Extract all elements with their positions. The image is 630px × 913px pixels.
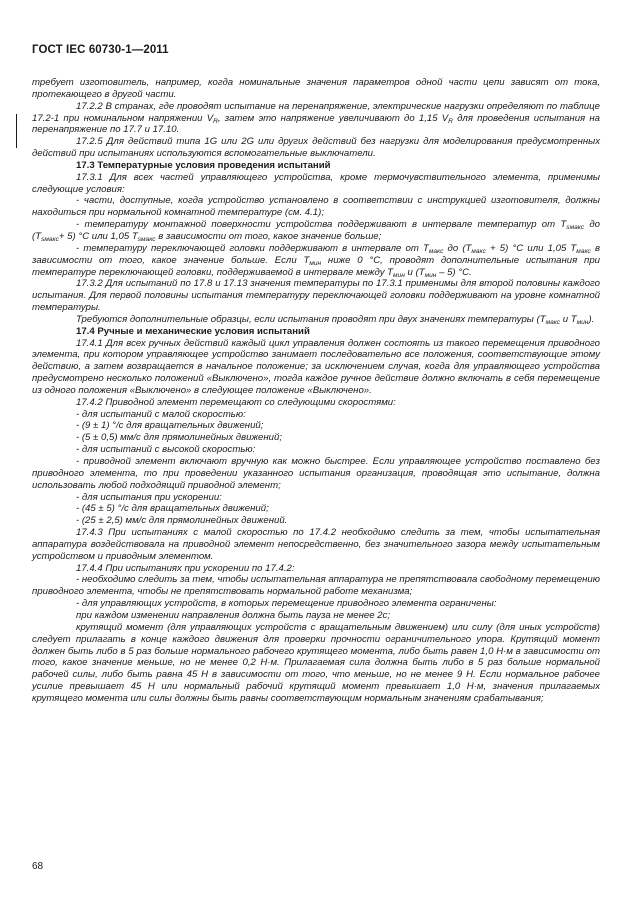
paragraph: - для управляющих устройств, в которых перемещение приводного элемента ограничены:	[76, 598, 497, 610]
document-body	[32, 77, 600, 705]
section-heading: 17.3 Температурные условия проведения испытаний	[76, 159, 331, 171]
paragraph: 17.3.1 Для всех частей управляющего устройства, кроме термочувствительного элемента, применимы следующие условия:	[32, 171, 600, 195]
paragraph: 17.4.2 Приводной элемент перемещают со следующими скоростями:	[76, 396, 396, 408]
paragraph: 17.4.3 При испытаниях с малой скоростью по 17.4.2 необходимо следить за тем, чтобы испытательная аппаратура воздействовала на приводной элемент непосредственно, без значительного зазора между испытательным устройством и приводным элементом.	[32, 527, 600, 562]
section-heading: 17.4 Ручные и механические условия испытаний	[76, 325, 310, 337]
paragraph: - температуру монтажной поверхности устройства поддерживают в интервале температур от $T_{ѕмакс}$ до $(T_{ѕмакс}+ 5)$ °С или 1,05 $T_{ѕмакс}$ в зависимости от того, какое значение больше;	[32, 219, 600, 243]
paragraph: - для испытаний с малой скоростью:	[76, 408, 246, 420]
paragraph: - (25 ± 2,5) мм/с для прямолинейных движений.	[76, 515, 288, 527]
paragraph: - (9 ± 1) °/с для вращательных движений;	[76, 420, 264, 432]
paragraph: 17.2.5 Для действий типа 1G или 2G или других действий без нагрузки для моделирования предусмотренных действий при испытаниях используются вспомогательные выключатели.	[32, 136, 600, 160]
change-bar	[16, 114, 17, 148]
paragraph: - необходимо следить за тем, чтобы испытательная аппаратура не препятствовала свободному перемещению приводного элемента, чтобы не препятствовать нормальной работе механизма;	[32, 574, 600, 598]
paragraph: - (45 ± 5) °/с для вращательных движений;	[76, 503, 269, 515]
paragraph: 17.4.1 Для всех ручных действий каждый цикл управления должен состоять из такого перемещения приводного элемента, при котором управляющее устройство занимает последовательно все положения, соответствующие этому действию, а затем возвращается в начальное положение; за исключением случая, когда для управляющего устройства предусмотрено несколько положений «Выключено», тогда каждое ручное действие должно включать в себя перемещение из одного положения «Выключено» в следующее положение «Выключено».	[32, 337, 600, 396]
paragraph: - приводной элемент включают вручную как можно быстрее. Если управляющее устройство поставлено без приводного элемента, то при проведении указанного испытания организация, проводящая это испытание, должна использовать любой подходящий приводной элемент;	[32, 456, 600, 491]
paragraph: 17.3.2 Для испытаний по 17.8 и 17.13 значения температуры по 17.3.1 применимы для второй половины каждого испытания. Для первой половины испытания температуру переключающей головки поддерживают на уровне комнатной температуры.	[32, 278, 600, 314]
paragraph: 17.4.4 При испытаниях при ускорении по 17.4.2:	[76, 562, 295, 574]
paragraph: Требуются дополнительные образцы, если испытания проводят при двух значениях температуры ($T_{макс}$ и $T_{мин}$).	[76, 313, 595, 326]
document-header: ГОСТ IEC 60730-1—2011	[32, 44, 169, 56]
paragraph: крутящий момент (для управляющих устройств с вращательным движением) или силу (для иных устройств) следует прилагать в конце каждого движения для проверки прочности ограничительного упора. Крутящий момент должен быть либо в 5 раз больше нормального рабочего крутящего момента, либо быть равен 1,0 Н·м в зависимости от того, какое значение меньше, но не менее 0,2 Н·м. Прилагаемая сила должна быть либо в 5 раз больше нормальной рабочей силы, либо быть равна 45 Н в зависимости от того, что меньше, но не менее 9 Н. Если нормальное рабочее усилие превышает 45 Н или нормальный рабочий крутящий момент превышает 1,0 Н·м, значения прилагаемых крутящего момента или силы должны быть равны соответствующим нормальным значениям срабатывания;	[32, 621, 600, 704]
paragraph: - (5 ± 0,5) мм/с для прямолинейных движений;	[76, 432, 282, 444]
paragraph: - для испытания при ускорении:	[76, 491, 222, 503]
paragraph: - для испытаний с высокой скоростью:	[76, 444, 256, 456]
paragraph: требует изготовитель, например, когда номинальные значения параметров одной части цепи зависят от тока, протекающего в другой части.	[32, 77, 600, 100]
paragraph: 17.2.2 В странах, где проводят испытание на перенапряжение, электрические нагрузки определяют по таблице 17.2-1 при номинальном напряжении $V_R$, затем это напряжение увеличивают до 1,15 $V_R$ для проведения испытания на перенапряжение по 17.7 и 17.10.	[32, 100, 600, 136]
paragraph: - температуру переключающей головки поддерживают в интервале от $T_{макс}$ до $(T_{макс} + 5)$ °С или 1,05 $T_{макс}$ в зависимости от того, какое значение больше. Если $T_{мин}$ ниже 0 °С, проводят дополнительные испытания при температуре переключающей головки, поддерживаемой в интервале между $T_{мин}$ и $(T_{мин} - 5)$ °С.	[32, 242, 600, 279]
paragraph: - части, доступные, когда устройство установлено в соответствии с инструкцией изготовителя, должны находиться при нормальной комнатной температуре (см. 4.1);	[32, 195, 600, 219]
paragraph: при каждом изменении направления должна быть пауза не менее 2с;	[76, 609, 391, 621]
page-number: 68	[32, 861, 44, 872]
